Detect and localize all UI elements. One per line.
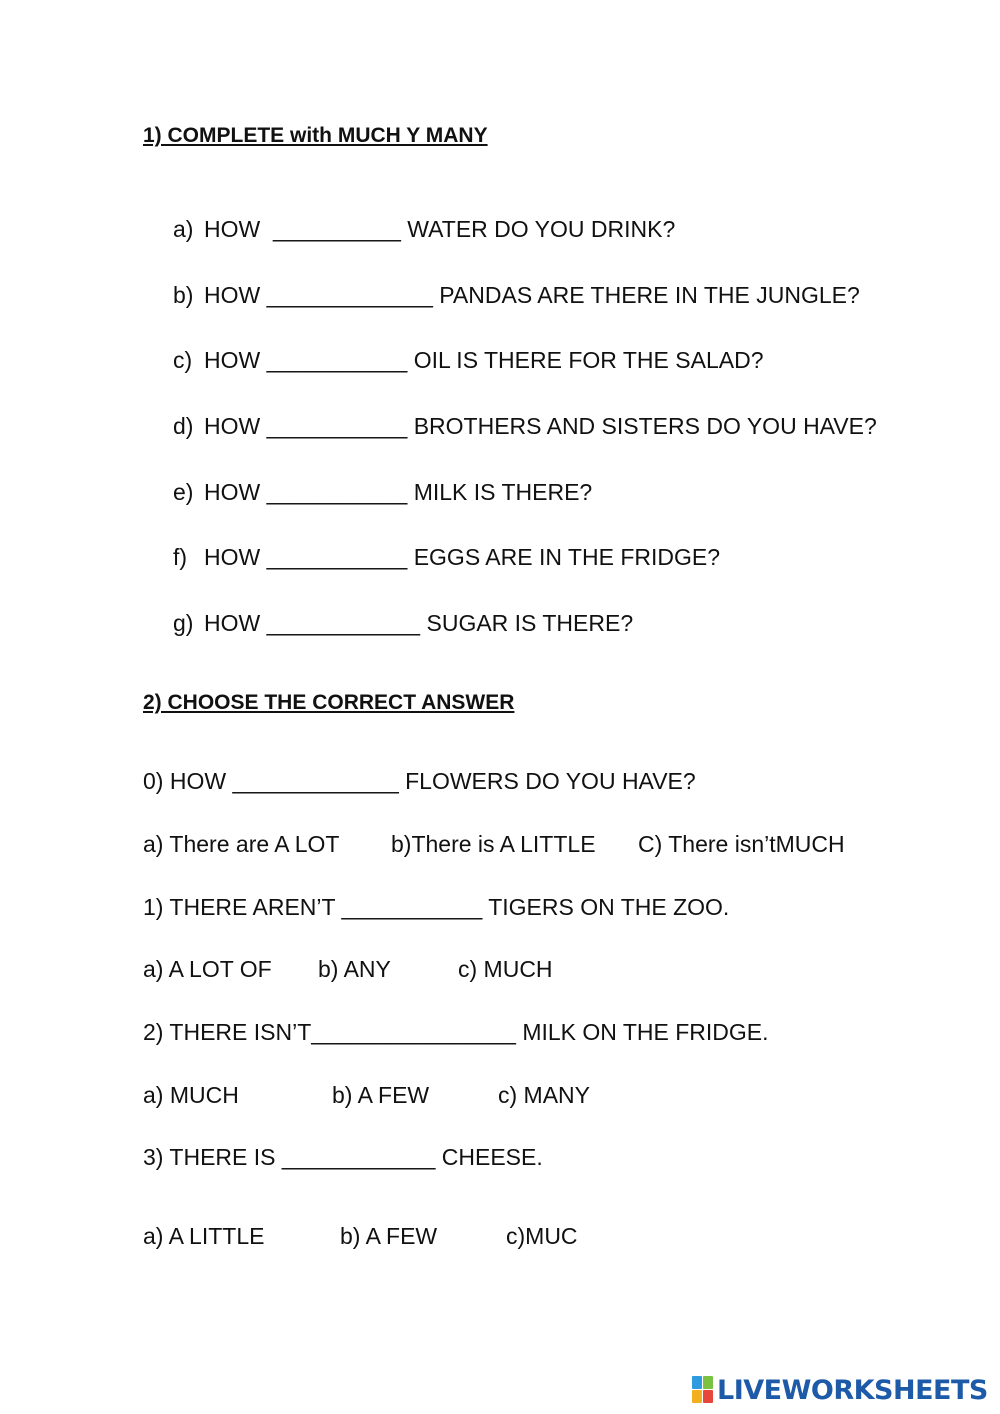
answer-option: a) There are A LOT xyxy=(143,831,340,857)
answer-option: a) A LOT OF xyxy=(143,956,272,982)
item-text: HOW _____________ PANDAS ARE THERE IN THE JUNGLE? xyxy=(204,282,860,308)
item-text: HOW ___________ MILK IS THERE? xyxy=(204,479,593,505)
answer-option: C) There isn’tMUCH xyxy=(638,831,845,857)
liveworksheets-logo xyxy=(692,1374,988,1406)
item-text: HOW ___________ BROTHERS AND SISTERS DO YOU HAVE? xyxy=(204,413,877,439)
item-letter: c) xyxy=(173,347,193,373)
item-letter: b) xyxy=(173,282,194,308)
answer-option: c) MANY xyxy=(498,1082,590,1108)
question-text: 1) THERE AREN’T ___________ TIGERS ON THE ZOO. xyxy=(143,894,730,920)
answer-option: c)MUC xyxy=(506,1223,578,1249)
answer-option: b) ANY xyxy=(318,956,391,982)
answer-option: a) MUCH xyxy=(143,1082,239,1108)
answer-option: b)There is A LITTLE xyxy=(391,831,596,857)
item-letter: e) xyxy=(173,479,194,505)
item-letter: d) xyxy=(173,413,194,439)
section-1-heading: 1) COMPLETE with MUCH Y MANY xyxy=(143,124,488,147)
answer-option: c) MUCH xyxy=(458,956,553,982)
question-text: 2) THERE ISN’T________________ MILK ON THE FRIDGE. xyxy=(143,1019,769,1045)
section-2-heading: 2) CHOOSE THE CORRECT ANSWER xyxy=(143,691,515,714)
item-text: HOW ___________ OIL IS THERE FOR THE SALAD? xyxy=(204,347,764,373)
item-letter: g) xyxy=(173,610,194,636)
answer-option: b) A FEW xyxy=(340,1223,438,1249)
item-letter: a) xyxy=(173,216,194,242)
item-text: HOW ___________ EGGS ARE IN THE FRIDGE? xyxy=(204,544,721,570)
question-text: 3) THERE IS ____________ CHEESE. xyxy=(143,1144,543,1170)
question-text: 0) HOW _____________ FLOWERS DO YOU HAVE? xyxy=(143,768,696,794)
answer-option: a) A LITTLE xyxy=(143,1223,265,1249)
item-text: HOW ____________ SUGAR IS THERE? xyxy=(204,610,634,636)
liveworksheets-logo-icon xyxy=(692,1376,714,1404)
logo-text: LIVEWORKSHEETS xyxy=(717,1374,988,1406)
item-letter: f) xyxy=(173,544,188,570)
answer-option: b) A FEW xyxy=(332,1082,430,1108)
item-text: HOW __________ WATER DO YOU DRINK? xyxy=(204,216,676,242)
